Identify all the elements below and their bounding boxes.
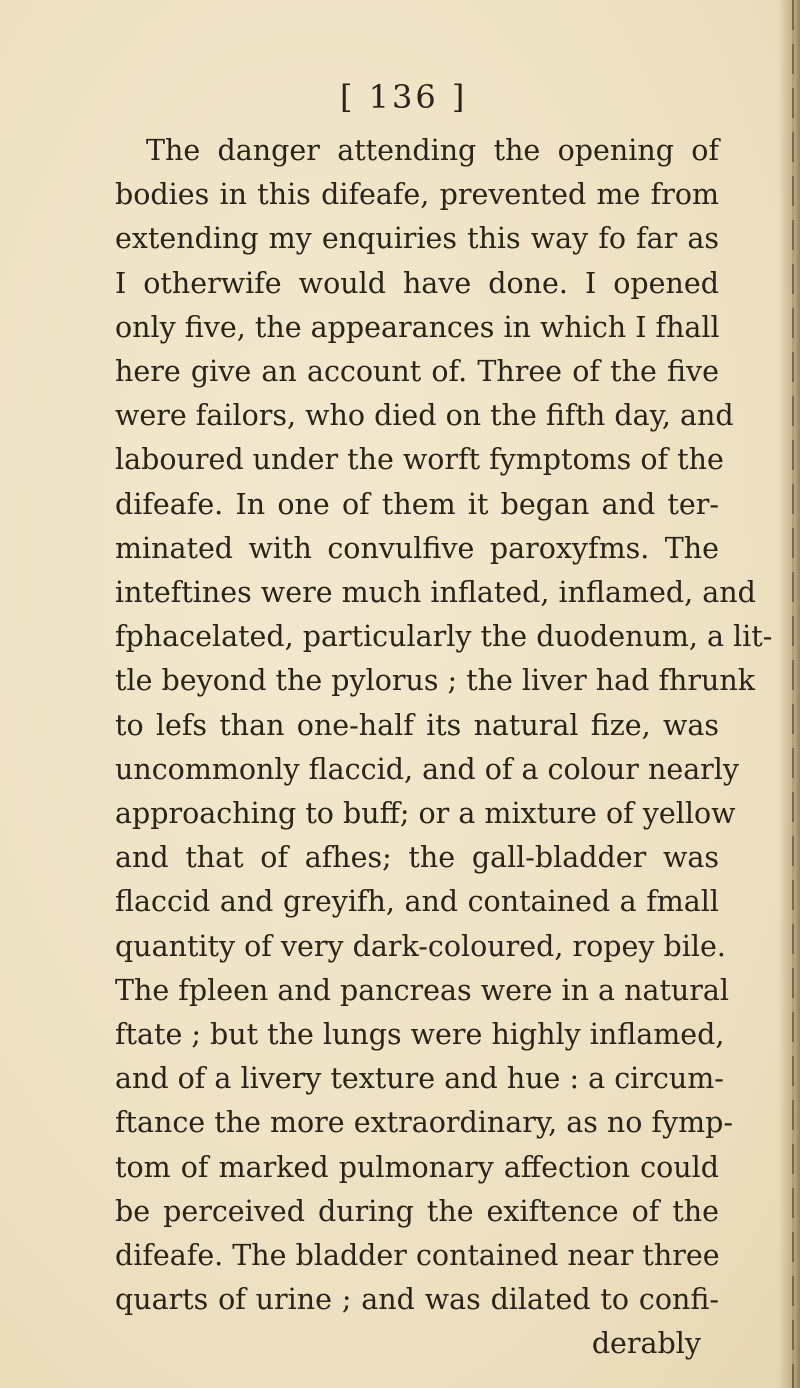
- text-line: only five, the appearances in which I fhall: [115, 310, 720, 344]
- text-line: tom of marked pulmonary affection could: [115, 1150, 719, 1184]
- text-line: The fpleen and pancreas were in a natural: [115, 973, 729, 1007]
- text-line: difeafe. The bladder contained near three: [115, 1239, 720, 1273]
- text-line: flaccid and greyifh, and contained a fmall: [115, 885, 719, 919]
- text-line: I otherwife would have done. I opened: [115, 266, 719, 300]
- text-line: tle beyond the pylorus ; the liver had fhrunk: [115, 664, 755, 698]
- text-line: approaching to buff; or a mixture of yellow: [115, 797, 736, 831]
- text-line: uncommonly flaccid, and of a colour nearly: [115, 752, 740, 786]
- text-line: and of a livery texture and hue : a circum-: [115, 1062, 724, 1096]
- text-line: ftate ; but the lungs were highly inflamed,: [115, 1018, 725, 1052]
- text-line: quarts of urine ; and was dilated to confi-: [115, 1283, 719, 1317]
- text-line: to lefs than one-half its natural fize, was: [115, 708, 719, 742]
- text-line: quantity of very dark-coloured, ropey bile.: [115, 929, 726, 963]
- text-line: The danger attending the opening of: [146, 134, 719, 167]
- text-line: laboured under the worft fymptoms of the: [115, 443, 724, 477]
- body-text: [115, 129, 773, 1367]
- text-line: be perceived during the exiftence of the: [115, 1194, 719, 1228]
- page-gutter-edge: [792, 0, 794, 1388]
- text-line: ftance the more extraordinary, as no fymp-: [115, 1106, 734, 1140]
- text-line: here give an account of. Three of the five: [115, 355, 719, 389]
- text-line: fphacelated, particularly the duodenum, a lit-: [115, 620, 773, 654]
- text-line: and that of afhes; the gall-bladder was: [115, 841, 719, 875]
- text-line: bodies in this difeafe, prevented me from: [115, 178, 719, 212]
- text-line: difeafe. In one of them it began and ter-: [115, 487, 719, 521]
- text-line: inteftines were much inflated, inflamed, and: [115, 576, 756, 610]
- text-line: extending my enquiries this way fo far as: [115, 222, 719, 256]
- page-number: [ 136 ]: [340, 78, 468, 116]
- text-line: minated with convulfive paroxyfms. The: [115, 531, 719, 565]
- page-edge-shadow: [778, 0, 800, 1388]
- text-line: were failors, who died on the fifth day, and: [115, 399, 734, 433]
- catchword: derably: [591, 1327, 701, 1361]
